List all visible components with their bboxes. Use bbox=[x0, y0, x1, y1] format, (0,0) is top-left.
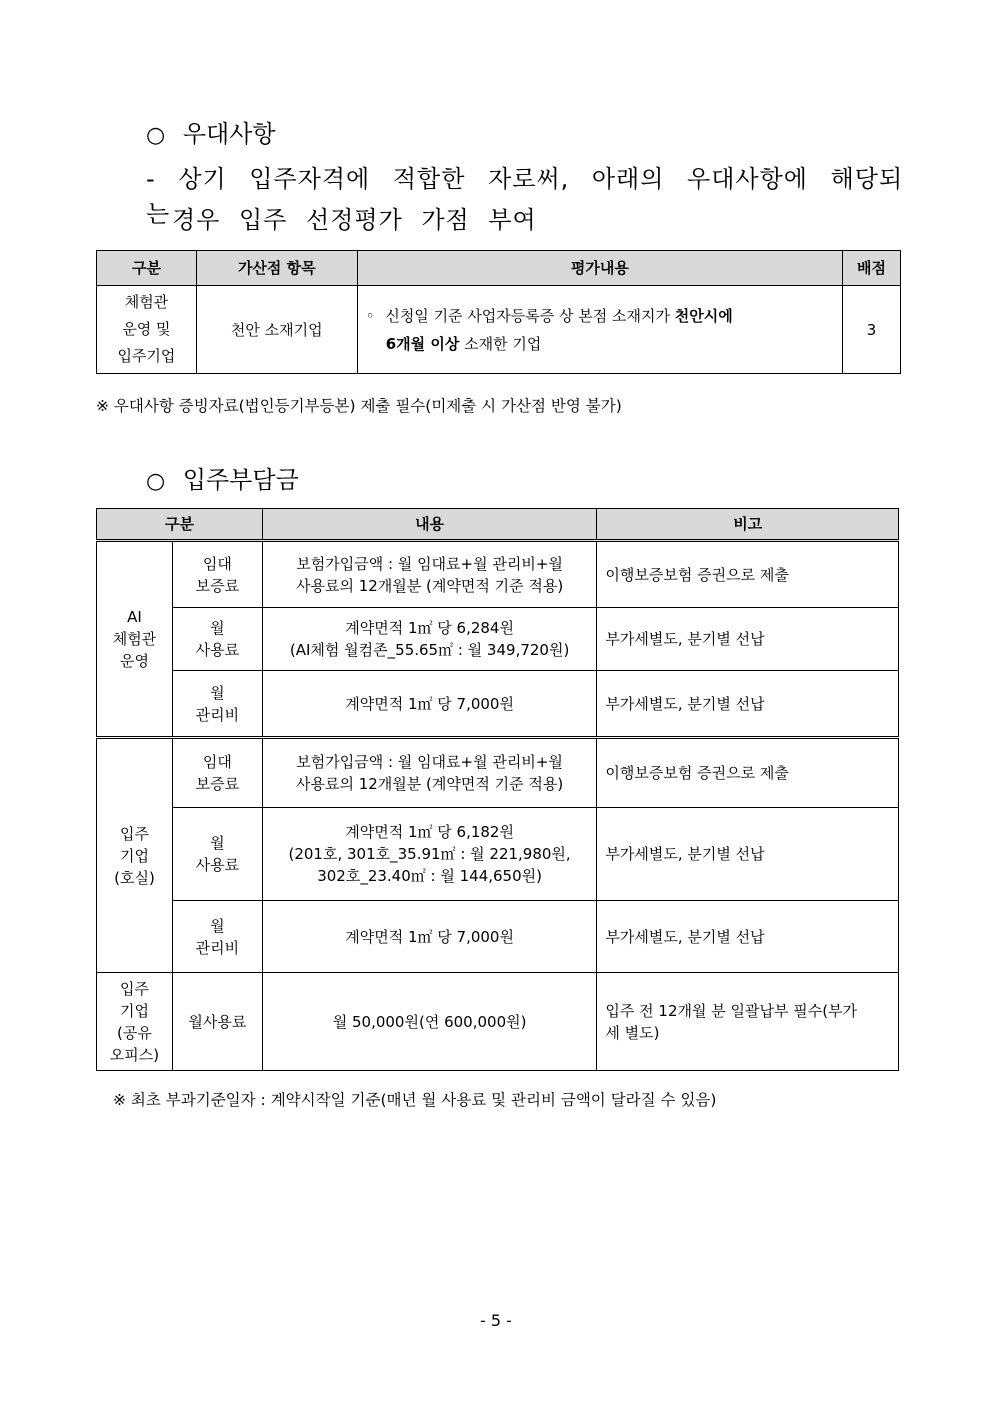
remark-cell: 부가세별도, 분기별 선납 bbox=[597, 608, 899, 671]
col-header-content: 내용 bbox=[262, 509, 597, 541]
remark-cell: 부가세별도, 분기별 선납 bbox=[597, 808, 899, 901]
col-header-bonus-item: 가산점 항목 bbox=[196, 251, 357, 286]
content-cell: 보험가입금액 : 월 임대료+월 관리비+월 사용료의 12개월분 (계약면적 기준 적용) bbox=[262, 738, 597, 808]
content-cell: 보험가입금액 : 월 임대료+월 관리비+월 사용료의 12개월분 (계약면적 기준 적용) bbox=[262, 541, 597, 608]
col-header-evaluation: 평가내용 bbox=[357, 251, 842, 286]
sub-category: 월 사용료 bbox=[172, 808, 262, 901]
content-cell: 계약면적 1㎡ 당 6,182원 (201호, 301호_35.91㎡ : 월 221,980원, 302호_23.40㎡ : 월 144,650원) bbox=[262, 808, 597, 901]
page-number: - 5 - bbox=[480, 1311, 512, 1330]
row-score: 3 bbox=[843, 286, 901, 374]
sub-category: 월사용료 bbox=[172, 973, 262, 1071]
section2-heading bbox=[146, 460, 299, 495]
content-cell: 계약면적 1㎡ 당 6,284원 (AI체험 월컴존_55.65㎡ : 월 349,720원) bbox=[262, 608, 597, 671]
table-row bbox=[97, 286, 901, 374]
table-row bbox=[97, 541, 899, 608]
group-name: 입주 기업 (호실) bbox=[97, 738, 173, 973]
col-header-category: 구분 bbox=[97, 251, 197, 286]
content-cell: 계약면적 1㎡ 당 7,000원 bbox=[262, 671, 597, 738]
desc-line1: 상기 입주자격에 적합한 자로써, 아래의 우대사항에 해당되는 bbox=[146, 165, 904, 228]
remark-cell: 부가세별도, 분기별 선납 bbox=[597, 671, 899, 738]
table-row bbox=[97, 901, 899, 973]
col-header-category: 구분 bbox=[97, 509, 263, 541]
section2-title: 입주부담금 bbox=[182, 466, 299, 494]
tenant-fee-table bbox=[96, 508, 899, 1071]
content-cell: 계약면적 1㎡ 당 7,000원 bbox=[262, 901, 597, 973]
group-name: AI 체험관 운영 bbox=[97, 541, 173, 738]
table-row bbox=[97, 608, 899, 671]
sub-category: 월 관리비 bbox=[172, 901, 262, 973]
small-bullet-icon: ◦ bbox=[365, 306, 375, 325]
section1-heading bbox=[146, 114, 276, 149]
sub-category: 월 관리비 bbox=[172, 671, 262, 738]
group-name: 입주 기업 (공유 오피스) bbox=[97, 973, 173, 1071]
row-category: 체험관 운영 및 입주기업 bbox=[97, 286, 197, 374]
section2-note: ※ 최초 부과기준일자 : 계약시작일 기준(매년 월 사용료 및 관리비 금액이 달라질 수 있음) bbox=[113, 1091, 717, 1109]
content-cell: 월 50,000원(연 600,000원) bbox=[262, 973, 597, 1071]
remark-cell: 이행보증보험 증권으로 제출 bbox=[597, 738, 899, 808]
col-header-remark: 비고 bbox=[597, 509, 899, 541]
dash-bullet: - bbox=[146, 165, 156, 193]
section1-title: 우대사항 bbox=[182, 120, 276, 148]
sub-category: 임대 보증료 bbox=[172, 738, 262, 808]
sub-category: 월 사용료 bbox=[172, 608, 262, 671]
table-row bbox=[97, 671, 899, 738]
row-evaluation: ◦ 신청일 기준 사업자등록증 상 본점 소재지가 천안시에 6개월 이상 소재한 기업 bbox=[357, 286, 842, 374]
sub-category: 임대 보증료 bbox=[172, 541, 262, 608]
circle-bullet-icon: ○ bbox=[146, 469, 166, 494]
remark-cell: 입주 전 12개월 분 일괄납부 필수(부가 세 별도) bbox=[597, 973, 899, 1071]
table-row bbox=[97, 808, 899, 901]
circle-bullet-icon: ○ bbox=[146, 123, 166, 148]
preference-table bbox=[96, 250, 901, 374]
section1-note: ※ 우대사항 증빙자료(법인등기부등본) 제출 필수(미제출 시 가산점 반영 불가) bbox=[96, 397, 622, 415]
row-bonus-item: 천안 소재기업 bbox=[196, 286, 357, 374]
table-row bbox=[97, 973, 899, 1071]
table-row bbox=[97, 738, 899, 808]
remark-cell: 부가세별도, 분기별 선납 bbox=[597, 901, 899, 973]
col-header-score: 배점 bbox=[843, 251, 901, 286]
section1-desc-line2: 경우 입주 선정평가 가점 부여 bbox=[172, 206, 537, 234]
remark-cell: 이행보증보험 증권으로 제출 bbox=[597, 541, 899, 608]
